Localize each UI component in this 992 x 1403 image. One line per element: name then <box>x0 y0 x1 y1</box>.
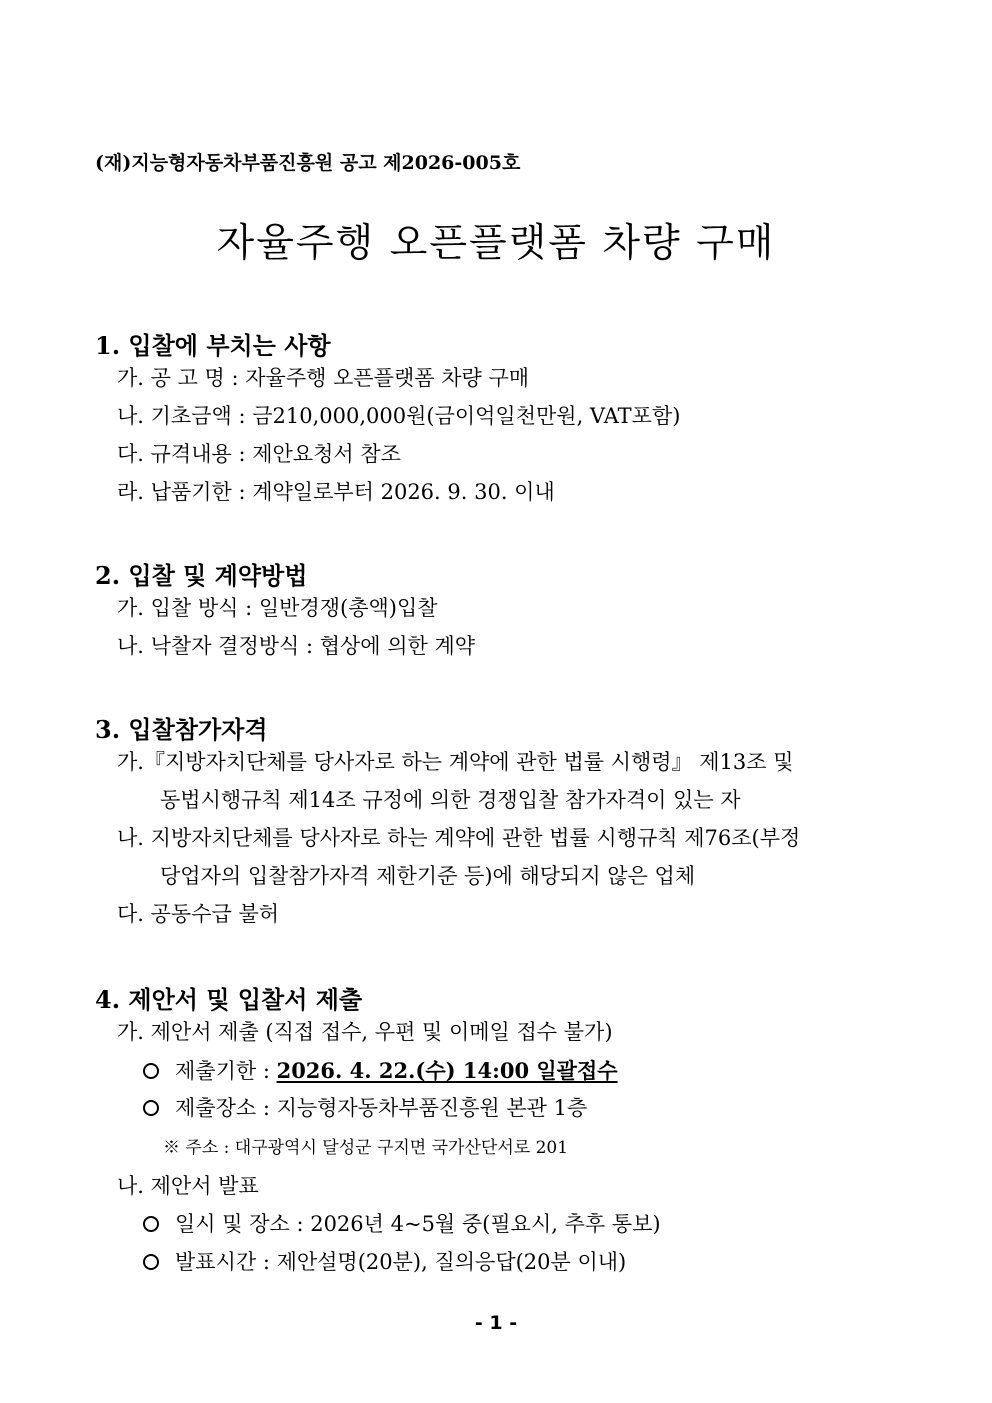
section-1-item-c: 다. 규격내용 : 제안요청서 참조 <box>117 442 401 466</box>
circle-bullet-icon <box>143 1216 159 1232</box>
section-2-heading: 2. 입찰 및 계약방법 <box>95 561 308 590</box>
section-2-item-a: 가. 입찰 방식 : 일반경쟁(총액)입찰 <box>117 596 438 620</box>
presentation-date-line <box>143 1212 661 1237</box>
section-4-heading: 4. 제안서 및 입찰서 제출 <box>95 985 363 1014</box>
deadline-line <box>143 1058 618 1084</box>
page-number: - 1 - <box>474 1312 518 1334</box>
location-text: 제출장소 : 지능형자동차부품진흥원 본관 1층 <box>175 1096 588 1120</box>
address-note: ※ 주소 : 대구광역시 달성군 구지면 국가산단서로 201 <box>163 1138 569 1158</box>
presentation-time-line <box>143 1250 626 1275</box>
deadline-label: 제출기한 : <box>175 1059 277 1083</box>
section-3-item-a: 가.『지방자치단체를 당사자로 하는 계약에 관한 법률 시행령』 제13조 및 <box>117 750 794 774</box>
circle-bullet-icon <box>143 1063 159 1079</box>
document-title: 자율주행 오픈플랫폼 차량 구매 <box>216 221 776 266</box>
location-line <box>143 1096 587 1121</box>
section-2-item-b: 나. 낙찰자 결정방식 : 협상에 의한 계약 <box>117 634 476 658</box>
notice-number: (재)지능형자동차부품진흥원 공고 제2026-005호 <box>95 152 521 174</box>
section-3-heading: 3. 입찰참가자격 <box>95 715 268 744</box>
section-3-item-a-cont: 동법시행규칙 제14조 규정에 의한 경쟁입찰 참가자격이 있는 자 <box>160 788 741 812</box>
section-1-heading: 1. 입찰에 부치는 사항 <box>95 331 331 360</box>
section-4-item-a: 가. 제안서 제출 (직접 접수, 우편 및 이메일 접수 불가) <box>117 1020 613 1044</box>
section-1-item-d: 라. 납품기한 : 계약일로부터 2026. 9. 30. 이내 <box>117 480 555 504</box>
section-3-item-b: 나. 지방자치단체를 당사자로 하는 계약에 관한 법률 시행규칙 제76조(부정 <box>117 826 801 850</box>
section-3-item-b-cont: 당업자의 입찰참가자격 제한기준 등)에 해당되지 않은 업체 <box>160 864 696 888</box>
section-1-item-b: 나. 기초금액 : 금210,000,000원(금이억일천만원, VAT포함) <box>117 404 681 428</box>
section-4-item-b: 나. 제안서 발표 <box>117 1174 259 1198</box>
section-3-item-c: 다. 공동수급 불허 <box>117 902 280 926</box>
circle-bullet-icon <box>143 1100 159 1116</box>
deadline-value: 2026. 4. 22.(수) 14:00 일괄접수 <box>276 1058 618 1083</box>
presentation-date-text: 일시 및 장소 : 2026년 4~5월 중(필요시, 추후 통보) <box>175 1212 661 1236</box>
circle-bullet-icon <box>143 1254 159 1270</box>
section-1-item-a: 가. 공 고 명 : 자율주행 오픈플랫폼 차량 구매 <box>117 366 530 390</box>
presentation-time-text: 발표시간 : 제안설명(20분), 질의응답(20분 이내) <box>175 1250 627 1274</box>
